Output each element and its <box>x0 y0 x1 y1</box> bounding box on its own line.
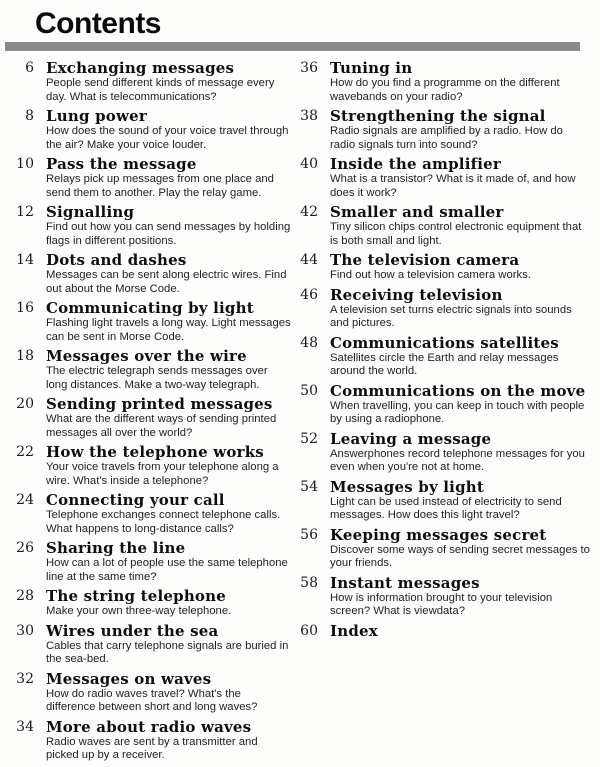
toc-entry <box>8 444 292 488</box>
toc-entry-body <box>330 335 590 379</box>
toc-entry-body <box>46 719 292 763</box>
toc-entry <box>8 60 292 104</box>
toc-entry-title: Messages by light <box>330 477 485 496</box>
toc-entry-body <box>46 444 292 488</box>
toc-entry <box>292 623 590 639</box>
toc-entry-description: People send different kinds of message every day. What is telecommunications? <box>46 77 275 103</box>
toc-entry-page-number: 26 <box>16 540 34 556</box>
toc-entry-description: Find out how you can send messages by holding flags in different positions. <box>46 221 291 247</box>
toc-entry-page-number: 24 <box>16 492 34 508</box>
toc-entry-body <box>330 156 590 200</box>
toc-entry <box>8 300 292 344</box>
toc-entry-description: The electric telegraph sends messages over long distances. Make a two-way telegraph. <box>46 365 268 391</box>
toc-entry-title: Inside the amplifier <box>330 155 501 173</box>
toc-entry-page-number: 42 <box>300 204 318 220</box>
toc-entry-title: The string telephone <box>46 587 226 605</box>
toc-entry-body <box>46 492 292 536</box>
toc-entry-body <box>46 156 292 200</box>
toc-entry-description: Relays pick up messages from one place and send them to another. Play the relay game. <box>46 173 274 199</box>
toc-entry-body <box>46 60 292 104</box>
toc-entry-title: Wires under the sea <box>46 621 219 640</box>
toc-entry-body <box>46 671 292 715</box>
toc-entry-title: Keeping messages secret <box>330 525 547 544</box>
toc-entry-page-number: 52 <box>300 430 318 447</box>
toc-entry-description: How is information brought to your television screen? What is viewdata? <box>330 591 553 617</box>
toc-entry <box>8 671 292 715</box>
toc-entry-body <box>330 623 590 639</box>
toc-entry-page-number: 40 <box>300 156 318 172</box>
toc-entry-page-number: 48 <box>300 334 318 351</box>
toc-entry <box>8 623 292 667</box>
toc-entry-title: Sending printed messages <box>46 395 273 413</box>
toc-entry-page-number: 38 <box>300 108 318 124</box>
toc-entry-body <box>46 540 292 584</box>
toc-entry-description: What are the different ways of sending printed messages all over the world? <box>46 413 277 439</box>
toc-entry-description: What is a transistor? What is it made of, and how does it work? <box>330 173 576 199</box>
toc-entry-title: How the telephone works <box>46 443 264 461</box>
toc-entry-title: Index <box>330 621 378 640</box>
toc-entry-page-number: 32 <box>16 670 34 687</box>
toc-entry-description: How can a lot of people use the same telephone line at the same time? <box>46 557 288 583</box>
toc-entry-description: Radio waves are sent by a transmitter and picked up by a receiver. <box>46 735 258 761</box>
toc-entry-description: Light can be used instead of electricity to send messages. How does this light travel? <box>330 495 562 521</box>
toc-entry-title: Messages over the wire <box>46 347 247 365</box>
toc-entry <box>292 108 590 152</box>
toc-entry-page-number: 36 <box>300 60 318 76</box>
toc-entry-description: Make your own three-way telephone. <box>46 605 232 617</box>
toc-entry-page-number: 16 <box>16 300 34 316</box>
toc-entry <box>292 479 590 523</box>
toc-entry <box>292 431 590 475</box>
toc-entry-title: Instant messages <box>330 573 480 592</box>
toc-entry-body <box>46 252 292 296</box>
toc-entry-description: How do radio waves travel? What's the difference between short and long waves? <box>46 687 258 713</box>
page-title: Contents <box>35 7 161 40</box>
toc-entry <box>292 287 590 331</box>
toc-entry <box>8 252 292 296</box>
toc-entry-body <box>330 60 590 104</box>
toc-entry-page-number: 58 <box>300 574 318 591</box>
toc-entry-title: Strengthening the signal <box>330 107 546 125</box>
toc-entry-title: Smaller and smaller <box>330 203 504 221</box>
toc-entry-page-number: 14 <box>16 252 34 268</box>
toc-entry-description: Telephone exchanges connect telephone calls. What happens to long-distance calls? <box>46 509 281 535</box>
toc-entry-description: Discover some ways of sending secret messages to your friends. <box>330 543 590 569</box>
toc-entry-page-number: 6 <box>25 60 34 76</box>
toc-entry-description: Cables that carry telephone signals are buried in the sea-bed. <box>46 639 289 665</box>
toc-entry-page-number: 20 <box>16 396 34 412</box>
toc-entry-title: Communications satellites <box>330 333 559 352</box>
toc-column-right <box>292 60 590 643</box>
toc-entry-page-number: 46 <box>300 286 318 303</box>
toc-entry <box>8 719 292 763</box>
toc-entry-body <box>46 204 292 248</box>
toc-entry-body <box>46 300 292 344</box>
toc-entry <box>292 575 590 619</box>
toc-entry-page-number: 18 <box>16 348 34 364</box>
toc-entry-title: The television camera <box>330 251 520 269</box>
toc-entry-description: Flashing light travels a long way. Light messages can be sent in Morse Code. <box>46 317 291 343</box>
toc-entry-title: Connecting your call <box>46 491 225 509</box>
toc-entry <box>8 588 292 619</box>
toc-column-left <box>8 60 292 767</box>
toc-entry-page-number: 8 <box>25 108 34 124</box>
toc-entry-description: Radio signals are amplified by a radio. How do radio signals turn into sound? <box>330 125 563 151</box>
header-rule-divider <box>5 42 580 51</box>
toc-entry-description: How do you find a programme on the different wavebands on your radio? <box>330 77 560 103</box>
toc-entry <box>8 396 292 440</box>
toc-entry-body <box>330 479 590 523</box>
toc-entry-title: Exchanging messages <box>46 59 235 77</box>
toc-entry-page-number: 10 <box>16 156 34 172</box>
toc-entry-title: Messages on waves <box>46 669 212 688</box>
toc-entry-title: Dots and dashes <box>46 251 187 269</box>
toc-entry-body <box>330 204 590 248</box>
toc-entry <box>292 252 590 283</box>
toc-entry-title: Leaving a message <box>330 429 492 448</box>
toc-entry-title: Communicating by light <box>46 299 254 317</box>
page-header <box>0 0 600 40</box>
toc-entry <box>292 204 590 248</box>
toc-entry <box>8 156 292 200</box>
toc-entry-title: Receiving television <box>330 285 503 304</box>
toc-entry-title: Communications on the move <box>330 381 586 400</box>
toc-entry-title: More about radio waves <box>46 717 252 736</box>
toc-entry-page-number: 54 <box>300 478 318 495</box>
toc-entry-title: Sharing the line <box>46 539 186 557</box>
table-of-contents <box>0 51 600 767</box>
toc-entry-body <box>330 252 590 283</box>
toc-entry <box>292 383 590 427</box>
toc-entry <box>292 60 590 104</box>
toc-entry-page-number: 34 <box>16 718 34 735</box>
toc-entry-body <box>46 588 292 619</box>
toc-entry <box>292 156 590 200</box>
toc-entry-page-number: 30 <box>16 622 34 639</box>
toc-entry <box>8 492 292 536</box>
toc-entry-body <box>330 527 590 571</box>
toc-entry-description: How does the sound of your voice travel through the air? Make your voice louder. <box>46 125 289 151</box>
toc-entry-body <box>330 108 590 152</box>
toc-entry-title: Lung power <box>46 107 147 125</box>
toc-entry-page-number: 22 <box>16 444 34 460</box>
toc-entry-page-number: 44 <box>300 252 318 268</box>
toc-entry-body <box>330 287 590 331</box>
toc-entry <box>8 540 292 584</box>
toc-entry-description: Answerphones record telephone messages for you even when you're not at home. <box>330 447 585 473</box>
toc-entry-description: Messages can be sent along electric wires. Find out about the Morse Code. <box>46 269 287 295</box>
toc-entry-body <box>46 623 292 667</box>
toc-entry-body <box>46 348 292 392</box>
toc-entry-title: Signalling <box>46 203 135 221</box>
toc-entry <box>292 335 590 379</box>
toc-entry-description: Find out how a television camera works. <box>330 269 531 281</box>
toc-entry-body <box>46 108 292 152</box>
toc-entry-title: Pass the message <box>46 155 197 173</box>
toc-entry-description: Tiny silicon chips control electronic equipment that is both small and light. <box>330 221 582 247</box>
toc-entry-page-number: 50 <box>300 382 318 399</box>
toc-entry-description: Your voice travels from your telephone along a wire. What's inside a telephone? <box>46 461 279 487</box>
toc-entry-body <box>330 431 590 475</box>
toc-entry-body <box>330 383 590 427</box>
toc-entry-description: A television set turns electric signals into sounds and pictures. <box>330 303 572 329</box>
toc-entry-page-number: 56 <box>300 526 318 543</box>
toc-entry-page-number: 60 <box>300 622 318 639</box>
toc-entry <box>8 204 292 248</box>
toc-entry <box>8 348 292 392</box>
toc-entry-description: When travelling, you can keep in touch with people by using a radiophone. <box>330 399 585 425</box>
toc-entry-description: Satellites circle the Earth and relay messages around the world. <box>330 351 559 377</box>
toc-entry-page-number: 12 <box>16 204 34 220</box>
toc-entry-body <box>46 396 292 440</box>
toc-entry-title: Tuning in <box>330 59 413 77</box>
toc-entry-body <box>330 575 590 619</box>
toc-entry-page-number: 28 <box>16 588 34 604</box>
toc-entry <box>8 108 292 152</box>
toc-entry <box>292 527 590 571</box>
